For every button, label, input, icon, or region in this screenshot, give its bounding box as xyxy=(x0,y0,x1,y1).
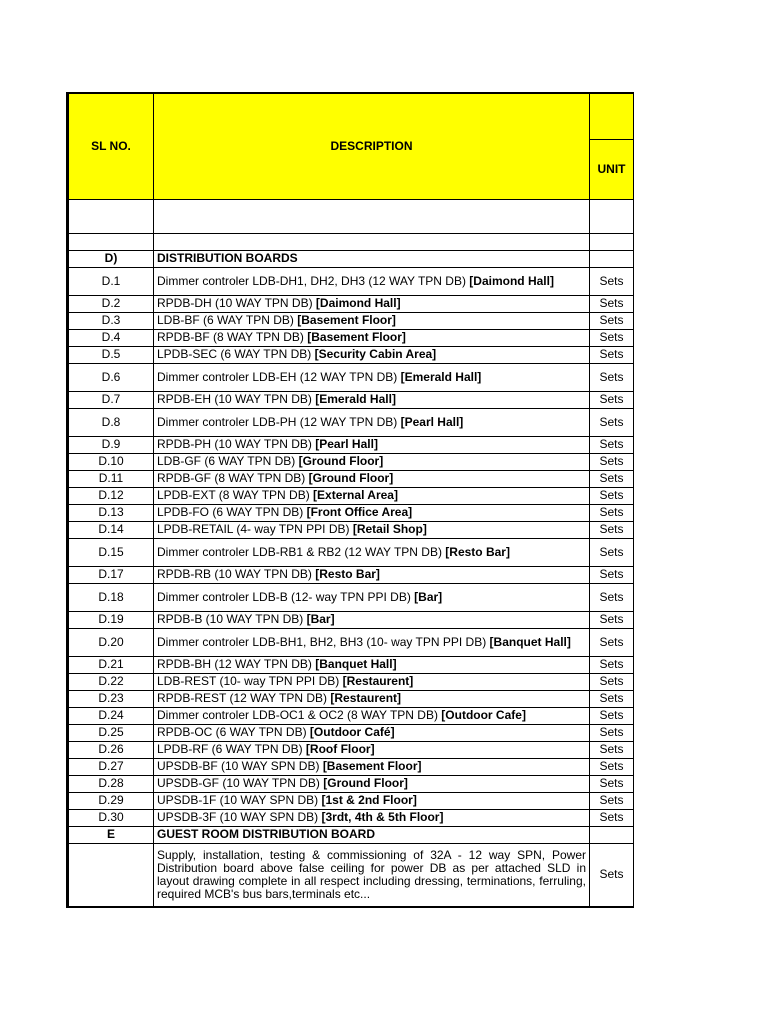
row-description xyxy=(154,724,590,741)
row-description-text: LDB-REST (10- way TPN PPI DB) xyxy=(157,674,343,688)
row-unit: Sets xyxy=(590,408,634,436)
row-description-text: Dimmer controler LDB-PH (12 WAY TPN DB) xyxy=(157,414,401,429)
row-description xyxy=(154,538,590,566)
row-description xyxy=(154,809,590,826)
row-sl-no: D.25 xyxy=(68,724,154,741)
table-row xyxy=(68,391,634,408)
row-description-text: UPSDB-1F (10 WAY SPN DB) xyxy=(157,793,322,807)
row-location: [Banquet Hall] xyxy=(489,634,571,649)
header-unit-blank xyxy=(590,93,634,139)
row-description-text: Dimmer controler LDB-B (12- way TPN PPI DB) xyxy=(157,589,415,604)
row-description xyxy=(154,673,590,690)
row-description-text: LPDB-FO (6 WAY TPN DB) xyxy=(157,505,307,519)
row-sl-no: D.4 xyxy=(68,329,154,346)
row-description-text: Dimmer controler LDB-EH (12 WAY TPN DB) xyxy=(157,369,401,384)
table-row xyxy=(68,487,634,504)
row-location: [Pearl Hall] xyxy=(400,414,464,429)
table-row xyxy=(68,436,634,453)
row-sl-no: D.26 xyxy=(68,741,154,758)
row-description-text: Dimmer controler LDB-BH1, BH2, BH3 (10- way TPN PPI DB) xyxy=(157,634,490,649)
row-sl-no: D.12 xyxy=(68,487,154,504)
row-description xyxy=(154,656,590,673)
row-location: [Bar] xyxy=(414,589,443,604)
row-description xyxy=(154,758,590,775)
row-sl-no: D.7 xyxy=(68,391,154,408)
row-location: [1st & 2nd Floor] xyxy=(321,793,417,807)
row-location: [Retail Shop] xyxy=(352,522,427,536)
header-row xyxy=(68,93,634,139)
guest-room-unit: Sets xyxy=(590,843,634,907)
table-row xyxy=(68,690,634,707)
header-description: DESCRIPTION xyxy=(154,93,590,199)
table-row xyxy=(68,611,634,628)
row-unit: Sets xyxy=(590,312,634,329)
row-description-text: RPDB-B (10 WAY TPN DB) xyxy=(157,612,307,626)
row-location: [External Area] xyxy=(313,488,398,502)
table-row xyxy=(68,724,634,741)
row-sl-no: D.11 xyxy=(68,470,154,487)
row-location: [Daimond Hall] xyxy=(315,296,401,310)
row-sl-no: D.23 xyxy=(68,690,154,707)
row-description xyxy=(154,707,590,724)
row-description-text: RPDB-RB (10 WAY TPN DB) xyxy=(157,567,316,581)
row-location: [Basement Floor] xyxy=(322,759,422,773)
section-e-sl: E xyxy=(68,826,154,843)
row-sl-no: D.27 xyxy=(68,758,154,775)
row-description-text: UPSDB-GF (10 WAY TPN DB) xyxy=(157,776,324,790)
table-row xyxy=(68,707,634,724)
table-row xyxy=(68,521,634,538)
row-description xyxy=(154,391,590,408)
row-unit: Sets xyxy=(590,758,634,775)
table-row xyxy=(68,453,634,470)
row-sl-no: D.18 xyxy=(68,583,154,611)
row-unit: Sets xyxy=(590,538,634,566)
row-description xyxy=(154,363,590,391)
row-location: [Emerald Hall] xyxy=(315,392,396,406)
table-row xyxy=(68,504,634,521)
table-row xyxy=(68,566,634,583)
table-row xyxy=(68,295,634,312)
row-unit: Sets xyxy=(590,346,634,363)
blank-row xyxy=(68,233,634,250)
row-location: [Pearl Hall] xyxy=(315,437,378,451)
row-description-text: RPDB-BF (8 WAY TPN DB) xyxy=(157,330,308,344)
row-sl-no: D.1 xyxy=(68,267,154,295)
row-description-text: Dimmer controler LDB-RB1 & RB2 (12 WAY TPN DB) xyxy=(157,544,446,559)
row-sl-no: D.10 xyxy=(68,453,154,470)
row-sl-no: D.8 xyxy=(68,408,154,436)
row-sl-no: D.5 xyxy=(68,346,154,363)
row-location: [Ground Floor] xyxy=(323,776,408,790)
row-description-text: RPDB-OC (6 WAY TPN DB) xyxy=(157,725,310,739)
table-row xyxy=(68,538,634,566)
row-description xyxy=(154,267,590,295)
section-d-title: DISTRIBUTION BOARDS xyxy=(154,250,590,267)
row-unit: Sets xyxy=(590,504,634,521)
table-row xyxy=(68,408,634,436)
row-unit: Sets xyxy=(590,295,634,312)
row-unit: Sets xyxy=(590,487,634,504)
row-description xyxy=(154,453,590,470)
row-description xyxy=(154,408,590,436)
row-unit: Sets xyxy=(590,724,634,741)
table-row xyxy=(68,346,634,363)
row-sl-no: D.14 xyxy=(68,521,154,538)
row-unit: Sets xyxy=(590,673,634,690)
table-row xyxy=(68,656,634,673)
row-unit: Sets xyxy=(590,809,634,826)
row-description-text: LPDB-SEC (6 WAY TPN DB) xyxy=(157,347,315,361)
row-unit: Sets xyxy=(590,391,634,408)
row-description xyxy=(154,583,590,611)
row-description-text: LPDB-RF (6 WAY TPN DB) xyxy=(157,742,306,756)
row-unit: Sets xyxy=(590,363,634,391)
row-description-text: UPSDB-BF (10 WAY SPN DB) xyxy=(157,759,323,773)
row-location: [Resto Bar] xyxy=(445,544,510,559)
table-row xyxy=(68,775,634,792)
row-description xyxy=(154,775,590,792)
row-unit: Sets xyxy=(590,267,634,295)
row-location: [Ground Floor] xyxy=(298,454,384,468)
row-description-text: Dimmer controler LDB-DH1, DH2, DH3 (12 WAY TPN DB) xyxy=(157,273,470,288)
row-description xyxy=(154,628,590,656)
row-description xyxy=(154,611,590,628)
row-description xyxy=(154,470,590,487)
section-e-title: GUEST ROOM DISTRIBUTION BOARD xyxy=(154,826,590,843)
row-unit: Sets xyxy=(590,792,634,809)
row-sl-no: D.9 xyxy=(68,436,154,453)
row-location: [Outdoor Café] xyxy=(309,725,395,739)
section-d-row xyxy=(68,250,634,267)
table-row xyxy=(68,267,634,295)
row-unit: Sets xyxy=(590,436,634,453)
row-location: [Security Cabin Area] xyxy=(314,347,437,361)
row-location: [Ground Floor] xyxy=(308,471,394,485)
row-description-text: LDB-BF (6 WAY TPN DB) xyxy=(157,313,298,327)
row-location: [Roof Floor] xyxy=(305,742,375,756)
table-row xyxy=(68,363,634,391)
row-location: [Emerald Hall] xyxy=(400,369,482,384)
row-location: [Front Office Area] xyxy=(306,505,413,519)
row-description xyxy=(154,521,590,538)
row-location: [3rdt, 4th & 5th Floor] xyxy=(321,810,444,824)
row-description-text: RPDB-REST (12 WAY TPN DB) xyxy=(157,691,331,705)
row-unit: Sets xyxy=(590,329,634,346)
row-location: [Restaurent] xyxy=(342,674,414,688)
row-sl-no: D.13 xyxy=(68,504,154,521)
row-sl-no: D.17 xyxy=(68,566,154,583)
row-description-text: RPDB-EH (10 WAY TPN DB) xyxy=(157,392,316,406)
row-location: [Basement Floor] xyxy=(307,330,406,344)
row-description-text: UPSDB-3F (10 WAY SPN DB) xyxy=(157,810,322,824)
row-location: [Outdoor Cafe] xyxy=(441,708,526,722)
row-description xyxy=(154,329,590,346)
row-sl-no: D.20 xyxy=(68,628,154,656)
row-description-text: RPDB-GF (8 WAY TPN DB) xyxy=(157,471,309,485)
table-row xyxy=(68,741,634,758)
table-row xyxy=(68,583,634,611)
row-description-text: RPDB-BH (12 WAY TPN DB) xyxy=(157,657,316,671)
row-description-text: RPDB-DH (10 WAY TPN DB) xyxy=(157,296,316,310)
row-unit: Sets xyxy=(590,470,634,487)
header-unit: UNIT xyxy=(590,139,634,199)
row-sl-no: D.15 xyxy=(68,538,154,566)
table-row xyxy=(68,470,634,487)
table-row xyxy=(68,758,634,775)
section-d-sl: D) xyxy=(68,250,154,267)
table-row xyxy=(68,628,634,656)
table-row xyxy=(68,312,634,329)
row-description xyxy=(154,741,590,758)
row-unit: Sets xyxy=(590,566,634,583)
row-description-text: RPDB-PH (10 WAY TPN DB) xyxy=(157,437,316,451)
row-sl-no: D.3 xyxy=(68,312,154,329)
row-sl-no: D.29 xyxy=(68,792,154,809)
blank-row xyxy=(68,199,634,233)
row-description xyxy=(154,566,590,583)
row-unit: Sets xyxy=(590,628,634,656)
row-sl-no: D.24 xyxy=(68,707,154,724)
row-location: [Basement Floor] xyxy=(297,313,396,327)
row-description xyxy=(154,792,590,809)
guest-room-description: Supply, installation, testing & commissioning of 32A - 12 way SPN, Power Distribution board above false ceiling for power DB as per attached SLD in layout drawing complete in all respect including dressing, terminations, ferruling, required MCB's bus bars,terminals etc... xyxy=(154,843,590,907)
row-description xyxy=(154,504,590,521)
row-unit: Sets xyxy=(590,707,634,724)
row-location: [Restaurent] xyxy=(330,691,402,705)
row-unit: Sets xyxy=(590,775,634,792)
table-row xyxy=(68,329,634,346)
row-sl-no: D.6 xyxy=(68,363,154,391)
row-sl-no: D.2 xyxy=(68,295,154,312)
row-unit: Sets xyxy=(590,521,634,538)
row-unit: Sets xyxy=(590,656,634,673)
row-sl-no: D.19 xyxy=(68,611,154,628)
row-description xyxy=(154,295,590,312)
row-location: [Daimond Hall] xyxy=(469,273,554,288)
row-description xyxy=(154,487,590,504)
row-location: [Resto Bar] xyxy=(315,567,380,581)
row-unit: Sets xyxy=(590,453,634,470)
row-description xyxy=(154,346,590,363)
row-location: [Banquet Hall] xyxy=(315,657,397,671)
table-row xyxy=(68,809,634,826)
row-unit: Sets xyxy=(590,690,634,707)
header-sl-no: SL NO. xyxy=(68,93,154,199)
row-sl-no: D.21 xyxy=(68,656,154,673)
row-description-text: LPDB-EXT (8 WAY TPN DB) xyxy=(157,488,314,502)
guest-room-row xyxy=(68,843,634,907)
row-sl-no: D.30 xyxy=(68,809,154,826)
row-unit: Sets xyxy=(590,741,634,758)
row-location: [Bar] xyxy=(306,612,335,626)
row-description xyxy=(154,312,590,329)
row-description-text: Dimmer controler LDB-OC1 & OC2 (8 WAY TPN DB) xyxy=(157,708,442,722)
row-unit: Sets xyxy=(590,611,634,628)
table-row xyxy=(68,673,634,690)
row-description-text: LPDB-RETAIL (4- way TPN PPI DB) xyxy=(157,522,353,536)
row-sl-no: D.22 xyxy=(68,673,154,690)
table-row xyxy=(68,792,634,809)
row-sl-no: D.28 xyxy=(68,775,154,792)
section-e-row xyxy=(68,826,634,843)
row-description-text: LDB-GF (6 WAY TPN DB) xyxy=(157,454,299,468)
row-unit: Sets xyxy=(590,583,634,611)
row-description xyxy=(154,436,590,453)
row-description xyxy=(154,690,590,707)
boq-table xyxy=(66,92,634,908)
